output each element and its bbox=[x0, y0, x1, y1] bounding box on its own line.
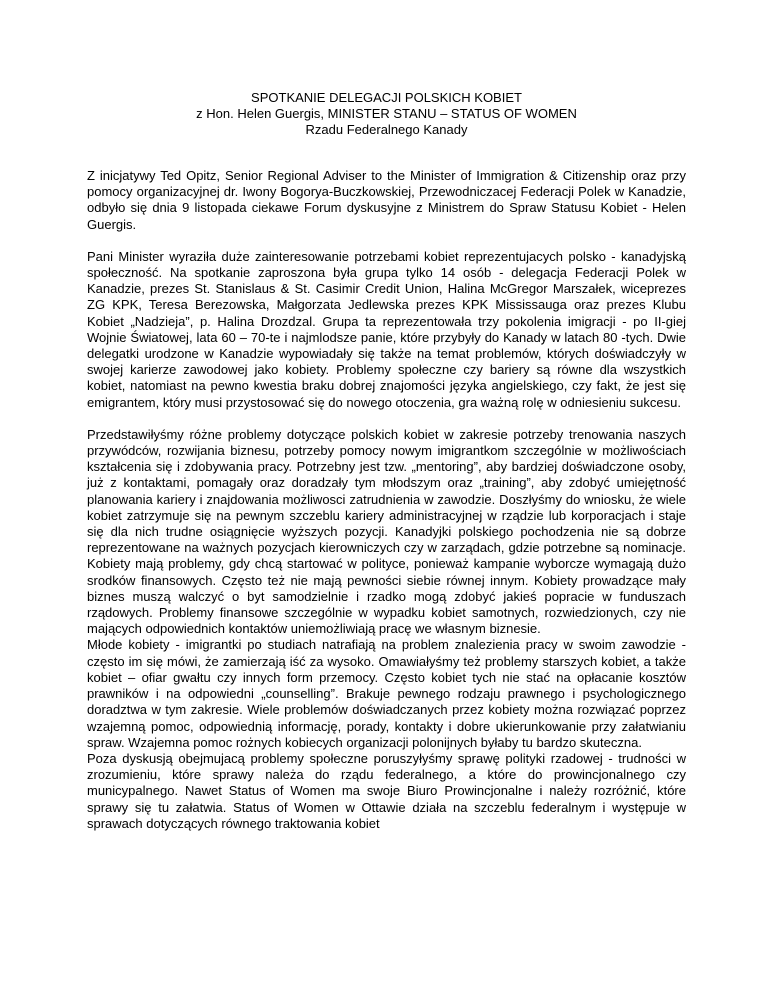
header-subtitle-2: Rzadu Federalnego Kanady bbox=[305, 122, 468, 137]
paragraph-3: Przedstawiłyśmy różne problemy dotyczące polskich kobiet w zakresie potrzeby trenowania naszych przywódców, rozwijania biznesu, potrzeby pomocy nowym imigrantkom szczególnie w możliwościach kształcenia się i zdobywania pracy. Potrzebny jest tzw. „mentoring”, aby bardziej doświadczone osoby, już z kontaktami, pomagały oraz doradzały tym młodszym oraz „training”, aby zdobyć umiejętność planowania kariery i znajdowania możliwosci zatrudnienia w zawodzie. Doszłyśmy do wniosku, że wiele kobiet zatrzymuje się na pewnym szczeblu kariery administracyjnej w rządzie lub korporacjach i staje się dla nich trudne osiągnięcie wyższych pozycji. Kanadyjki polskiego pochodzenia nie są dobrze reprezentowane na ważnych pozycjach kierowniczych czy w zarządach, gdzie potrzebne są nominacje. Kobiety mają problemy, gdy chcą startować w polityce, ponieważ kampanie wyborcze wymagają dużo srodków finansowych. Często też nie mają pewności siebie równej innym. Kobiety prowadzące mały biznes muszą walczyć o byt samodzielnie i rzadko mogą zdobyć jakieś popracie w funduszach rządowych. Problemy finansowe szczególnie w wypadku kobiet samotnych, rozwiedzionych, czy nie mających odpowiednich kontaktów uniemożliwiają pracę we własnym biznesie. bbox=[87, 426, 686, 637]
document-header bbox=[87, 90, 686, 138]
paragraph-1: Z inicjatywy Ted Opitz, Senior Regional Adviser to the Minister of Immigration & Citizenship oraz przy pomocy organizacyjnej dr. Iwony Bogorya-Buczkowskiej, Przewodniczacej Federacji Polek w Kanadzie, odbyło się dnia 9 listopada ciekawe Forum dyskusyjne z Ministrem do Spraw Statusu Kobiet - Helen Guergis. bbox=[87, 168, 686, 232]
header-subtitle: z Hon. Helen Guergis, MINISTER STANU – STATUS OF WOMEN bbox=[196, 106, 577, 121]
paragraph-2: Pani Minister wyraziła duże zainteresowanie potrzebami kobiet reprezentujacych polsko - kanadyjską społeczność. Na spotkanie zaproszona była grupa tylko 14 osób - delegacja Federacji Polek w Kanadzie, prezes St. Stanislaus & St. Casimir Credit Union, Halina McGregor Marszałek, wiceprezes ZG KPK, Teresa Berezowska, Małgorzata Jedlewska prezes KPK Mississauga oraz prezes Klubu Kobiet „Nadzieja”, p. Halina Drozdzal. Grupa ta reprezentowała trzy pokolenia imigracji - po II-giej Wojnie Światowej, lata 60 – 70-te i najmlodsze panie, które przybyły do Kanady w latach 80 -tych. Dwie delegatki urodzone w Kanadzie wypowiadały się także na temat problemów, których doświadczyły w swojej karierze zawodowej jako kobiety. Problemy społeczne czy bariery są równe dla wszystkich kobiet, natomiast na pewno kwestia braku dobrej znajomości języka angielskiego, czy fakt, że jest się emigrantem, który musi przystosować się do nowego otoczenia, gra ważną rolę w odniesieniu sukcesu. bbox=[87, 248, 686, 410]
paragraph-5: Poza dyskusją obejmujacą problemy społeczne poruszyłyśmy sprawę polityki rzadowej - trudności w zrozumieniu, które sprawy należa do rządu federalnego, a które do prowincjonalnego czy municypalnego. Nawet Status of Women ma swoje Biuro Prowincjonalne i należy rozróżnić, które sprawy się tu załatwia. Status of Women w Ottawie działa na szczeblu federalnym i występuje w sprawach dotyczących równego traktowania kobiet bbox=[87, 750, 686, 831]
header-title: SPOTKANIE DELEGACJI POLSKICH KOBIET bbox=[251, 90, 522, 105]
paragraph-4: Młode kobiety - imigrantki po studiach natrafiają na problem znalezienia pracy w swoim zawodzie - często im się mówi, że zamierzają iść za wysoko. Omawiałyśmy też problemy starszych kobiet, a także kobiet – ofiar gwałtu czy innych form przemocy. Często kobiet tych nie stać na opłacanie kosztów prawników i na odpowiedni „counselling”. Brakuje pewnego rodzaju prawnego i psychologicznego doradztwa w tym zakresie. Wiele problemów doświadczanych przez kobiety można rozwiązać poprzez wzajemną pomoc, odpowiednią informację, porady, kontakty i dobre ukierunkowanie przy załatwianiu spraw. Wzajemna pomoc rożnych kobiecych organizacji polonijnych byłaby tu bardzo skuteczna. bbox=[87, 637, 686, 750]
